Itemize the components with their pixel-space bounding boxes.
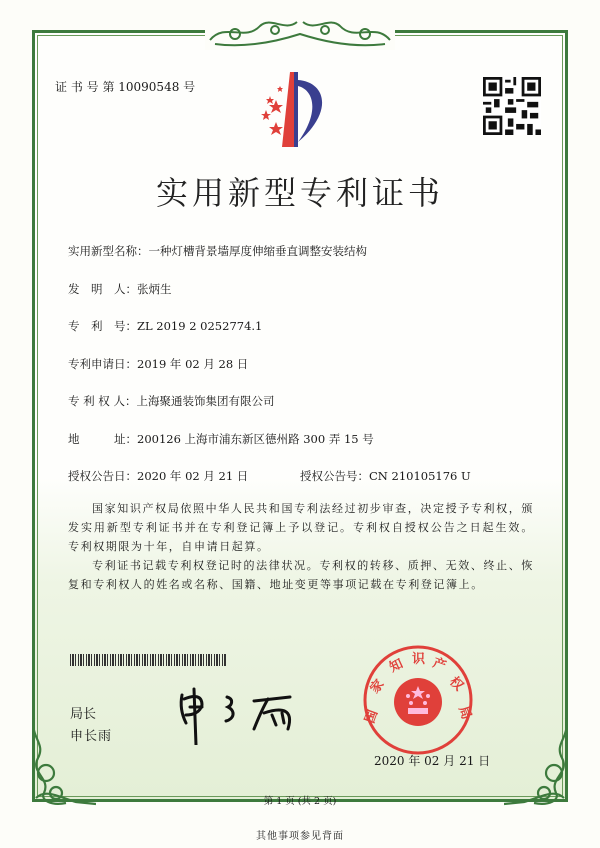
field-application-date <box>68 356 248 372</box>
field-value: 一种灯槽背景墙厚度伸缩垂直调整安装结构 <box>148 244 367 258</box>
svg-text:家: 家 <box>367 676 388 697</box>
svg-text:产: 产 <box>430 655 448 675</box>
barcode-icon <box>70 654 226 666</box>
field-grant-date <box>68 468 248 484</box>
certificate-number: 证 书 号 第 10090548 号 <box>55 80 196 94</box>
field-value: CN 210105176 U <box>369 469 471 483</box>
field-label: 发 明 人： <box>68 282 137 296</box>
field-label: 实用新型名称： <box>68 244 149 258</box>
footer-note: 其他事项参见背面 <box>256 831 344 842</box>
svg-text:识: 识 <box>412 652 426 667</box>
seal-char: 国 <box>362 708 382 726</box>
seal-date: 2020 年 02 月 21 日 <box>374 754 491 768</box>
director-name: 申长雨 <box>70 729 113 744</box>
qr-code-icon <box>483 77 541 135</box>
field-utility-model-name <box>68 243 367 259</box>
field-inventor <box>68 281 172 297</box>
national-ip-administration-seal-icon <box>362 644 474 756</box>
field-value: 2020 年 02 月 21 日 <box>137 469 249 483</box>
director-title: 局长 <box>70 707 97 722</box>
svg-text:权: 权 <box>446 674 466 695</box>
field-patent-number <box>68 318 262 334</box>
field-label: 授权公告日： <box>68 469 137 483</box>
field-address <box>68 431 374 447</box>
field-value: 200126 上海市浦东新区德州路 300 弄 15 号 <box>137 432 374 446</box>
certificate-title: 实用新型专利证书 <box>155 174 444 212</box>
field-value: 2019 年 02 月 28 日 <box>137 357 249 371</box>
top-ornament-icon <box>205 12 395 50</box>
cnipa-logo-icon <box>254 72 334 152</box>
page-indicator: 第 1 页 (共 2 页) <box>263 796 337 807</box>
field-label: 专 利 权 人： <box>68 394 137 408</box>
signature-icon <box>172 685 312 745</box>
svg-text:局: 局 <box>455 704 474 722</box>
svg-text:知: 知 <box>387 656 406 676</box>
field-patentee <box>68 393 274 409</box>
field-label: 专利申请日： <box>68 357 137 371</box>
field-value: ZL 2019 2 0252774.1 <box>137 319 263 333</box>
field-label: 专 利 号： <box>68 319 137 333</box>
paragraph-grant-statement: 国家知识产权局依照中华人民共和国专利法经过初步审查，决定授予专利权，颁发实用新型专利证书并在专利登记簿上予以登记。专利权自授权公告之日起生效。专利权期限为十年，自申请日起算。 <box>68 502 534 553</box>
field-grant-number <box>300 468 471 484</box>
paragraph-legal-status: 专利证书记载专利权登记时的法律状况。专利权的转移、质押、无效、终止、恢复和专利权人的姓名或名称、国籍、地址变更等事项记载在专利登记簿上。 <box>68 559 534 591</box>
field-value: 张炳生 <box>137 282 172 296</box>
field-label: 授权公告号： <box>300 469 369 483</box>
field-label: 地 址： <box>68 432 137 446</box>
field-value: 上海聚通装饰集团有限公司 <box>136 394 275 408</box>
